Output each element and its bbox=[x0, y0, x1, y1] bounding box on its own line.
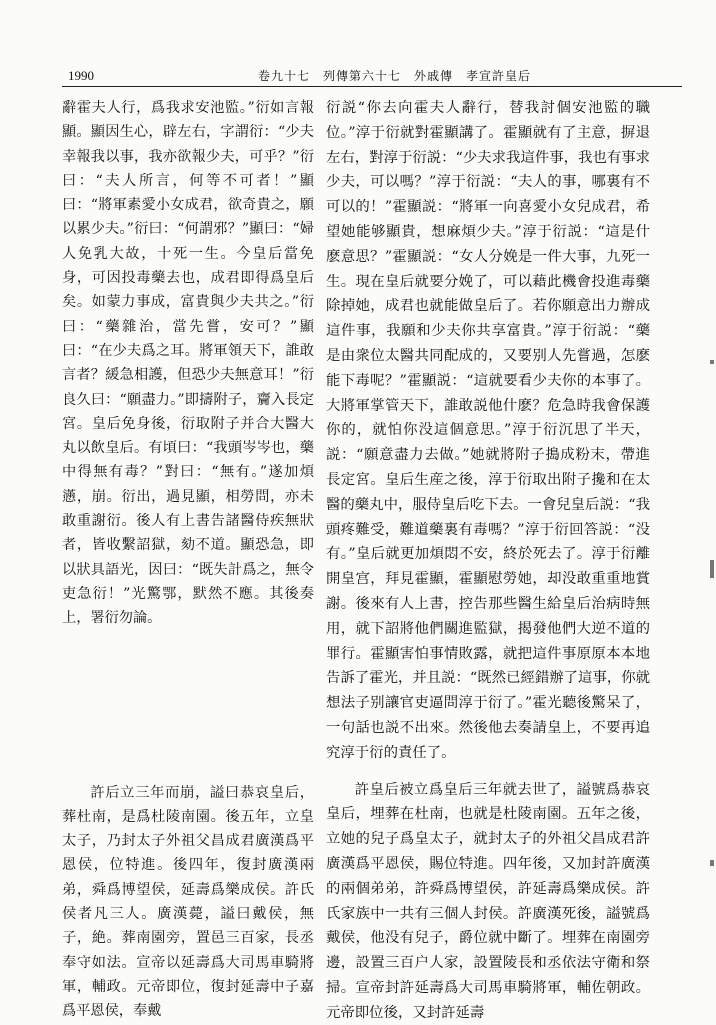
classical-paragraph-2: 許后立三年而崩，謚曰恭哀皇后，葬杜南，是爲杜陵南園。後五年，立皇太子，乃封太子外祖父昌成君廣漢爲平恩侯，位特進。後四年，復封廣漢兩弟，舜爲博望侯，延壽爲樂成侯。許氏侯者凡三人。廣漢薨，謚曰戴侯，無子，絶。葬南園旁，置邑三百家，長丞奉守如法。宣帝以延壽爲大司馬車騎將軍，輔政。元帝即位，復封延壽中子嘉爲平恩侯，奉戴 bbox=[62, 784, 314, 1020]
running-header bbox=[62, 64, 682, 87]
scan-edge-mark bbox=[710, 560, 714, 578]
classical-text-column bbox=[62, 96, 314, 1024]
translation-text-column bbox=[326, 96, 650, 1025]
translation-paragraph-1: 衍説“你去向霍夫人辭行，替我討個安池監的職位。”淳于衍就對霍顯講了。霍顯就有了主意，摒退左右，對淳于衍説：“少夫求我這件事，我也有事求少夫，可以嗎？”淳于衍説：“夫人的事，哪裏有不可以的！”霍顯説：“將軍一向喜愛小女兒成君，希望她能够顯貴，想麻煩少夫。”淳于衍説：“這是什麽意思？”霍顯説：“女人分娩是一件大事，九死一生。現在皇后就要分娩了，可以藉此機會投進毒藥除掉她，成君也就能做皇后了。若你願意出力辦成這件事，我願和少夫你共享富貴。”淳于衍説：“藥是由衆位太醫共同配成的，又要别人先嘗過，怎麽能下毒呢？”霍顯説：“這就要看少夫你的本事了。大將軍掌管天下，誰敢説他什麽？危急時我會保護你的，就怕你没這個意思。”淳于衍沉思了半天，説：“願意盡力去做。”她就將附子搗成粉末，帶進長定宮。皇后生産之後，淳于衍取出附子攙和在太醫的藥丸中，服侍皇后吃下去。一會兒皇后説：“我頭疼難受，難道藥裏有毒嗎？”淳于衍回答説：“没有。”皇后就更加煩悶不安，終於死去了。淳于衍離開皇宫，拜見霍顯，霍顯慰勞她，却没敢重重地賞謝。後來有人上書，控告那些醫生給皇后治病時無用，就下詔將他們關進監獄，揭發他們大逆不道的罪行。霍顯害怕事情敗露，就把這件事原原本本地告訴了霍光，并且説：“既然已經錯辦了這事，你就想法子别讓官吏逼問淳于衍了。”霍光聽後驚呆了，一句話也説不出來。然後他去奏請皇上，不要再追究淳于衍的責任了。 bbox=[326, 100, 650, 761]
classical-paragraph-1: 辭霍夫人行，爲我求安池監。”衍如言報顯。顯因生心，辟左右，字謂衍：“少夫幸報我以事，我亦欲報少夫，可乎？”衍曰：“夫人所言，何等不可者！”顯曰：“將軍素愛小女成君，欲奇貴之，願以累少夫。”衍曰：“何謂邪？”顯曰：“婦人免乳大故，十死一生。今皇后當免身，可因投毒藥去也，成君即得爲皇后矣。如蒙力事成，富貴與少夫共之。”衍曰：“藥雜治，當先嘗，安可？”顯曰：“在少夫爲之耳。將軍領天下，誰敢言者？緩急相護，但恐少夫無意耳！”衍良久曰：“願盡力。”即擣附子，齎入長定宮。皇后免身後，衍取附子并合大醫大丸以飲皇后。有頃曰：“我頭岑岑也，藥中得無有毒？”對曰：“無有。”遂加煩懣，崩。衍出，過見顯，相勞問，亦未敢重謝衍。後人有上書告諸醫侍疾無狀者，皆收繫詔獄，劾不道。顯恐急，即以狀具語光，因曰：“既失計爲之，無令吏急衍！”光驚鄂，默然不應。其後奏上，署衍勿論。 bbox=[62, 100, 314, 627]
scan-edge-mark bbox=[710, 360, 714, 364]
scan-edge-mark bbox=[710, 860, 714, 866]
running-title: 卷九十七 列傳第六十七 外戚傳 孝宣許皇后 bbox=[258, 69, 532, 83]
translation-paragraph-2: 許皇后被立爲皇后三年就去世了，謚號爲恭哀皇后，埋葬在杜南，也就是杜陵南園。五年之後，立她的兒子爲皇太子，就封太子的外祖父昌成君許廣漢爲平恩侯，賜位特進。四年後，又加封許廣漢的兩個弟弟，許舜爲博望侯，許延壽爲樂成侯。許氏家族中一共有三個人封侯。許廣漢死後，謚號爲戴侯，他没有兒子，爵位就中斷了。埋葬在南園旁邊，設置三百户人家，設置陵長和丞依法守衛和祭掃。宣帝封許延壽爲大司馬車騎將軍，輔佐朝政。元帝即位後，又封許延壽 bbox=[326, 781, 650, 1021]
page-number: 1990 bbox=[68, 68, 94, 83]
